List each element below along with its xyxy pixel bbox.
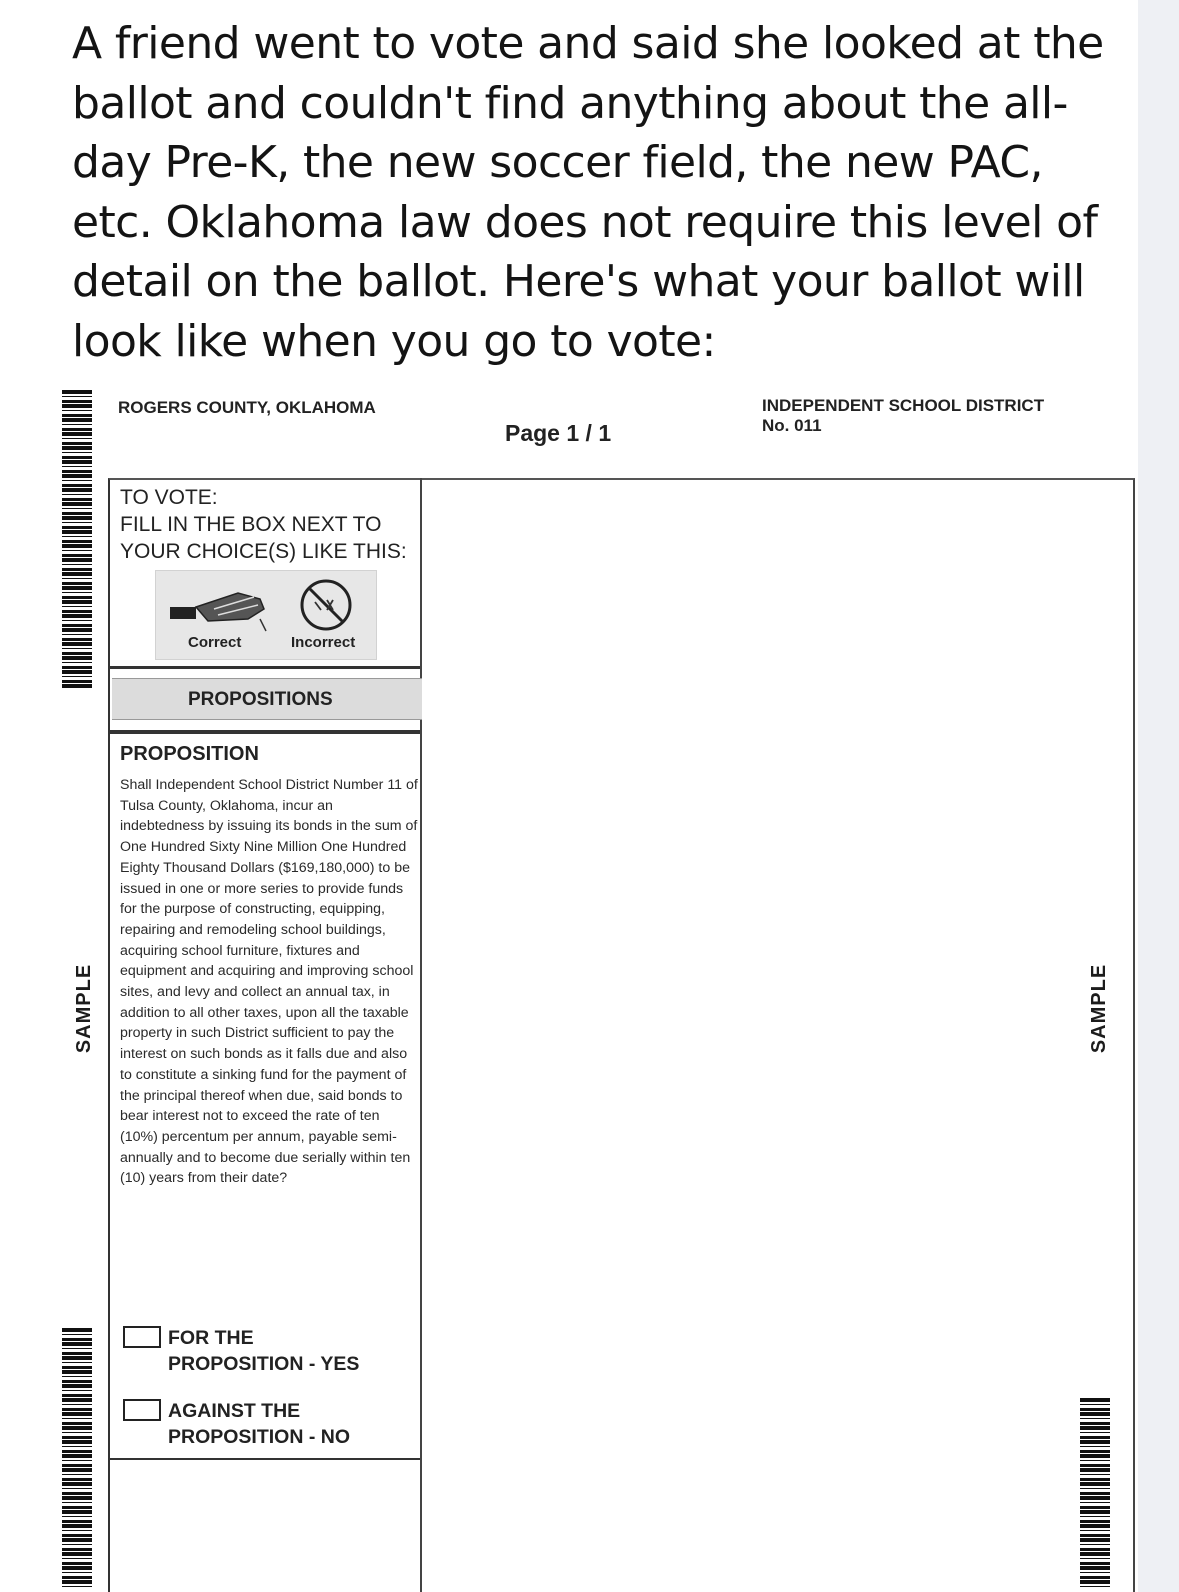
vote-yes-label bbox=[168, 1325, 359, 1377]
vote-no-line-2: PROPOSITION - NO bbox=[168, 1426, 351, 1448]
vote-yes-checkbox[interactable] bbox=[123, 1326, 161, 1348]
incorrect-label: Incorrect bbox=[291, 634, 356, 651]
district-line-2: No. 011 bbox=[762, 416, 822, 435]
district-line-1: INDEPENDENT SCHOOL DISTRICT bbox=[762, 396, 1045, 415]
voting-instructions bbox=[120, 484, 407, 565]
proposition-title: PROPOSITION bbox=[120, 743, 259, 765]
proposition-text: Shall Independent School District Number 11 of Tulsa County, Oklahoma, incur an indebtedness by issuing its bonds in the sum of One Hundred Sixty Nine Million One Hundred Eighty Thousand Dollars ($169,180,000) to be issued in one or more series to provide funds for the purpose of constructing, equipping, repairing and remodeling school buildings, acquiring school furniture, fixtures and equipment and acquiring and improving school sites, and levy and collect an annual tax, in addition to all other taxes, upon all the taxable property in such District sufficient to pay the interest on such bonds as it falls due and also to constitute a sinking fund for the payment of the principal thereof when due, said bonds to bear interest not to exceed the rate of ten (10%) percentum per annum, payable semi-annually and to become due serially within ten (10) years from their date? bbox=[120, 777, 418, 1187]
vote-no-line-1: AGAINST THE bbox=[168, 1400, 301, 1422]
section-divider-top bbox=[110, 666, 420, 669]
proposition-bottom-rule bbox=[110, 1458, 420, 1460]
vote-yes-line-1: FOR THE bbox=[168, 1327, 254, 1349]
instructions-line-1: FILL IN THE BOX NEXT TO bbox=[120, 513, 382, 536]
county-label: ROGERS COUNTY, OKLAHOMA bbox=[118, 398, 376, 417]
page-edge-strip bbox=[1138, 0, 1179, 1592]
propositions-header-label: PROPOSITIONS bbox=[188, 689, 333, 710]
incorrect-mark-icon bbox=[297, 576, 355, 634]
district-label bbox=[762, 396, 1044, 436]
column-divider bbox=[420, 478, 422, 1592]
sample-ballot-image bbox=[0, 380, 1138, 1592]
correct-label: Correct bbox=[188, 634, 242, 651]
page-number: Page 1 / 1 bbox=[505, 420, 612, 446]
post-text: A friend went to vote and said she looked at the ballot and couldn't find anything about the all-day Pre-K, the new soccer field, the new PAC, etc. Oklahoma law does not require this level of detail on the ballot. Here's what your ballot will look like when you go to vote: bbox=[72, 18, 1104, 367]
vote-no-label bbox=[168, 1398, 350, 1450]
vote-yes-line-2: PROPOSITION - YES bbox=[168, 1353, 360, 1375]
timing-marks-left-bottom bbox=[62, 1328, 92, 1590]
timing-marks-left-top bbox=[62, 390, 92, 690]
vote-no-checkbox[interactable] bbox=[123, 1399, 161, 1421]
instructions-line-2: YOUR CHOICE(S) LIKE THIS: bbox=[120, 540, 407, 563]
sample-watermark-right: SAMPLE bbox=[1088, 963, 1111, 1054]
section-divider-bottom bbox=[110, 730, 420, 734]
pen-marking-icon bbox=[168, 585, 278, 635]
instructions-title: TO VOTE: bbox=[120, 486, 218, 509]
sample-watermark-left: SAMPLE bbox=[73, 963, 96, 1054]
